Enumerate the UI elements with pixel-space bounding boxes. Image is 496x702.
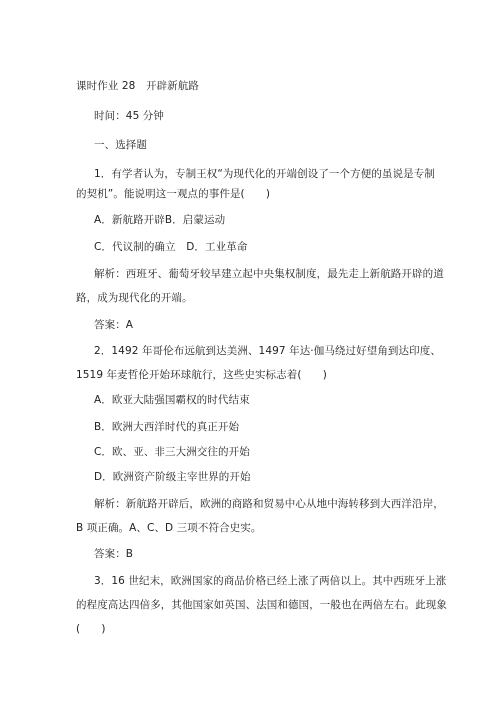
q1-analysis-line2: 路，成为现代化的开端。	[76, 292, 193, 304]
q1-answer: 答案：A	[94, 319, 134, 331]
q3-stem-line1: 3．16 世纪末，欧洲国家的商品价格已经上涨了两倍以上。其中西班牙上涨	[94, 575, 447, 587]
q2-option-c: C．欧、亚、非三大洲交往的开始	[94, 446, 250, 458]
q2-stem-line1: 2．1492 年哥伦布远航到达美洲、1497 年达·伽马绕过好望角到达印度、	[94, 345, 441, 357]
q2-answer: 答案：B	[94, 548, 134, 560]
q1-analysis-line1: 解析：西班牙、葡萄牙较早建立起中央集权制度，最先走上新航路开辟的道	[94, 268, 444, 280]
q2-option-b: B．欧洲大西洋时代的真正开始	[94, 421, 240, 433]
q2-analysis-line2: B 项正确。A、C、D 三项不符合史实。	[76, 522, 262, 534]
q2-analysis-line1: 解析：新航路开辟后，欧洲的商路和贸易中心从地中海转移到大西洋沿岸，	[94, 498, 444, 510]
q2-option-d: D．欧洲资产阶级主宰世界的开始	[94, 471, 251, 483]
q1-stem-line2: 的契机”。能说明这一观点的事件是( )	[76, 188, 271, 200]
q2-stem-line2: 1519 年麦哲伦开始环球航行，这些史实标志着( )	[76, 369, 327, 381]
page-title: 课时作业 28 开辟新航路	[76, 80, 199, 92]
time-limit: 时间：45 分钟	[94, 110, 164, 122]
q1-options-line1: A．新航路开辟B．启蒙运动	[94, 214, 226, 226]
q1-stem-line1: 1．有学者认为，专制王权“为现代化的开端创设了一个方便的虽说是专制	[94, 168, 435, 180]
q3-stem-line2: 的程度高达四倍多，其他国家如英国、法国和德国，一般也在两倍左右。此现象	[76, 599, 447, 611]
q1-options-line2: C．代议制的确立 D．工业革命	[94, 241, 248, 253]
q3-stem-line3: ( )	[76, 623, 106, 635]
section-heading: 一、选择题	[94, 139, 147, 151]
q2-option-a: A．欧亚大陆强国霸权的时代结束	[94, 394, 250, 406]
